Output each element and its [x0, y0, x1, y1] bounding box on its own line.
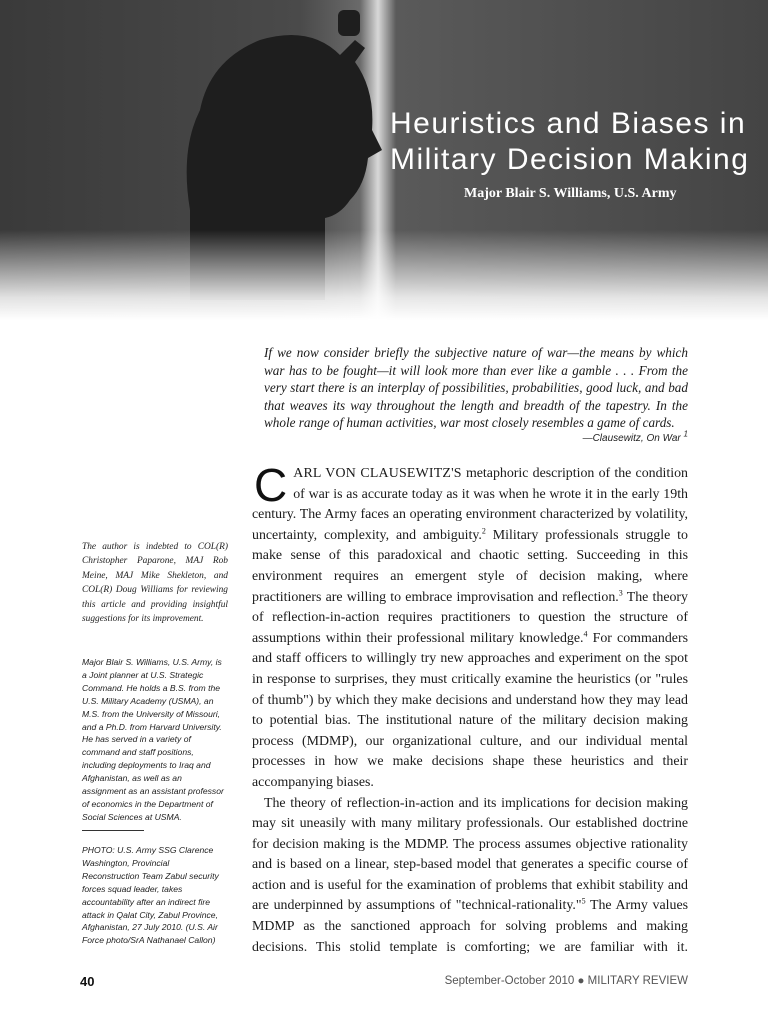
author-byline: Major Blair S. Williams, U.S. Army [464, 186, 677, 201]
body-text: The theory of reflection-in-action and its implications for decision making may sit uneasily with many military professionals. Our established doctrine for decision making is the MDMP. The process assumes objective rationality and is based on a linear, step-based model that generates a specific course of action and is useful for the examination of problems that exhibit stability and are underpinned by assumptions of "technical-rationality." [252, 795, 688, 914]
body-text: For commanders and staff officers to willingly try new approaches and experiment on the spot in response to surprises, they must critically examine the heuristics (or "rules of thumb") by which they make decisions and understand how they may lead to potential bias. The institutional nature of the military decision making process (MDMP), our organizational culture, and our individual mental processes in how we make decisions shape these heuristics and their accompanying biases. [252, 630, 688, 790]
sidebar-divider [82, 830, 144, 831]
body-paragraph [252, 464, 688, 794]
footnote-marker: 2 [481, 526, 486, 536]
body-text: The theory of reflection-in-action requires practitioners to question the structure of assumptions within their professional military knowledge. [252, 589, 688, 646]
title-line-2: Military Decision Making [390, 143, 750, 177]
footnote-marker: 5 [581, 896, 586, 906]
body-text: metaphoric description of the condition of war is as accurate today as it was when he wrote it in the early 19th century. The Army faces an operating environment characterized by volatility, uncertainty, complexity, and ambiguity. [252, 466, 688, 543]
acknowledgment-note: The author is indebted to COL(R) Christopher Paparone, MAJ Rob Meine, MAJ Mike Shekleton, and COL(R) Doug Williams for reviewing this article and providing insightful suggestions for its improvement. [82, 542, 228, 625]
header-fade [0, 230, 768, 320]
author-bio: Major Blair S. Williams, U.S. Army, is a Joint planner at U.S. Strategic Command. He holds a B.S. from the U.S. Military Academy (USMA), an M.S. from the University of Missouri, and a Ph.D. from Harvard University. He has served in a variety of command and staff positions, including deployments to Iraq and Afghanistan, as well as an assignment as an assistant professor of economics in the Department of Social Sciences at USMA. [82, 657, 224, 822]
epigraph-attribution [560, 429, 688, 444]
body-text: The Army values MDMP as the sanctioned approach for solving problems and making decisions. This stolid template is comforting; we are familiar with it. [252, 898, 688, 954]
attribution-text: —Clausewitz, On War [582, 433, 681, 444]
lead-in: ARL VON CLAUSEWITZ'S [293, 466, 462, 481]
journal-footer: September-October 2010 ● MILITARY REVIEW [444, 975, 688, 987]
epigraph-quote: If we now consider briefly the subjective nature of war—the means by which war has to be fought—it will look more than ever like a gamble . . . From the very start there is an interplay of possibilities, probabilities, good luck, and bad that weaves its way throughout the length and breadth of the tapestry. In the whole range of human activities, war most closely resembles a game of cards. [264, 345, 688, 431]
body-paragraph [252, 794, 688, 955]
footnote-marker: 3 [618, 587, 623, 597]
article-title [390, 106, 760, 178]
body-text: Military professionals struggle to make sense of this paradoxical and chaotic setting. Succeeding in this environment requires an emergent style of decision making, where practitioners are willing to embrace improvisation and reflection. [252, 527, 688, 605]
footnote-marker: 1 [683, 429, 688, 439]
title-line-1: Heuristics and Biases in [390, 107, 747, 141]
footnote-marker: 4 [583, 629, 588, 639]
photo-credit: PHOTO: U.S. Army SSG Clarence Washington, Provincial Reconstruction Team Zabul security forces squad leader, takes accountability after an indirect fire attack in Qalat City, Zabul Province, Afghanistan, 27 July 2010. (U.S. Air Force photo/SrA Nathanael Callon) [82, 845, 219, 946]
drop-cap: C [254, 464, 288, 511]
page-number: 40 [80, 974, 95, 989]
article-body [252, 464, 688, 954]
